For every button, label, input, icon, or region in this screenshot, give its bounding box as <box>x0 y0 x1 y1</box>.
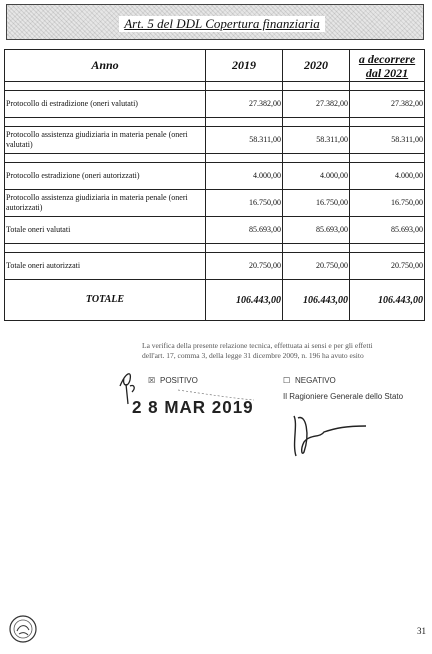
certification-text: La verifica della presente relazione tecnica, effettuata ai sensi e per gli effetti dell'art. 17, comma 3, della legge 31 dicembre 2009, n. 196 ha avuto esito <box>142 341 373 360</box>
table-row <box>5 127 425 154</box>
row-label: Protocollo estradizione (oneri autorizzati) <box>5 163 206 190</box>
cell-2021: 58.311,00 <box>350 127 425 154</box>
cell-2021: 20.750,00 <box>350 253 425 280</box>
row-label: Totale oneri autorizzati <box>5 253 206 280</box>
section-title: Art. 5 del DDL Copertura finanziaria <box>119 16 325 32</box>
header-2020: 2020 <box>283 50 350 82</box>
cell-2021: 16.750,00 <box>350 190 425 217</box>
row-label: Protocollo assistenza giudiziaria in materia penale (oneri valutati) <box>5 127 206 154</box>
negative-label: NEGATIVO <box>295 376 336 385</box>
total-2020: 106.443,00 <box>283 280 350 321</box>
table-row <box>5 91 425 118</box>
handwritten-signature <box>280 404 370 459</box>
signatory-label: Il Ragioniere Generale dello Stato <box>283 392 404 401</box>
date-stamp: 2 8 MAR 2019 <box>132 397 254 418</box>
cell-2020: 58.311,00 <box>283 127 350 154</box>
header-2021: a decorrere dal 2021 <box>350 50 425 82</box>
cell-2020: 20.750,00 <box>283 253 350 280</box>
emblem-icon <box>8 614 38 644</box>
page-number: 31 <box>417 626 426 636</box>
cell-2020: 4.000,00 <box>283 163 350 190</box>
cell-2019: 85.693,00 <box>206 217 283 244</box>
cell-2020: 16.750,00 <box>283 190 350 217</box>
cell-2020: 27.382,00 <box>283 91 350 118</box>
negative-checkbox-icon: ☐ <box>283 376 291 385</box>
cell-2021: 27.382,00 <box>350 91 425 118</box>
cell-2020: 85.693,00 <box>283 217 350 244</box>
cell-2019: 16.750,00 <box>206 190 283 217</box>
table-row <box>5 163 425 190</box>
total-2019: 106.443,00 <box>206 280 283 321</box>
positive-label: POSITIVO <box>160 376 198 385</box>
table-row <box>5 253 425 280</box>
cell-2021: 85.693,00 <box>350 217 425 244</box>
section-banner <box>6 4 424 40</box>
positive-checkbox-icon: ☒ <box>148 376 156 385</box>
total-label: TOTALE <box>5 280 206 321</box>
row-label: Protocollo assistenza giudiziaria in materia penale (oneri autorizzati) <box>5 190 206 217</box>
header-anno: Anno <box>5 50 206 82</box>
row-label: Protocollo di estradizione (oneri valutati) <box>5 91 206 118</box>
cell-2021: 4.000,00 <box>350 163 425 190</box>
financial-coverage-table <box>4 49 425 321</box>
table-row <box>5 217 425 244</box>
total-2021: 106.443,00 <box>350 280 425 321</box>
cell-2019: 20.750,00 <box>206 253 283 280</box>
table-row <box>5 190 425 217</box>
cell-2019: 27.382,00 <box>206 91 283 118</box>
total-row <box>5 280 425 321</box>
cell-2019: 4.000,00 <box>206 163 283 190</box>
row-label: Totale oneri valutati <box>5 217 206 244</box>
cell-2019: 58.311,00 <box>206 127 283 154</box>
header-2019: 2019 <box>206 50 283 82</box>
